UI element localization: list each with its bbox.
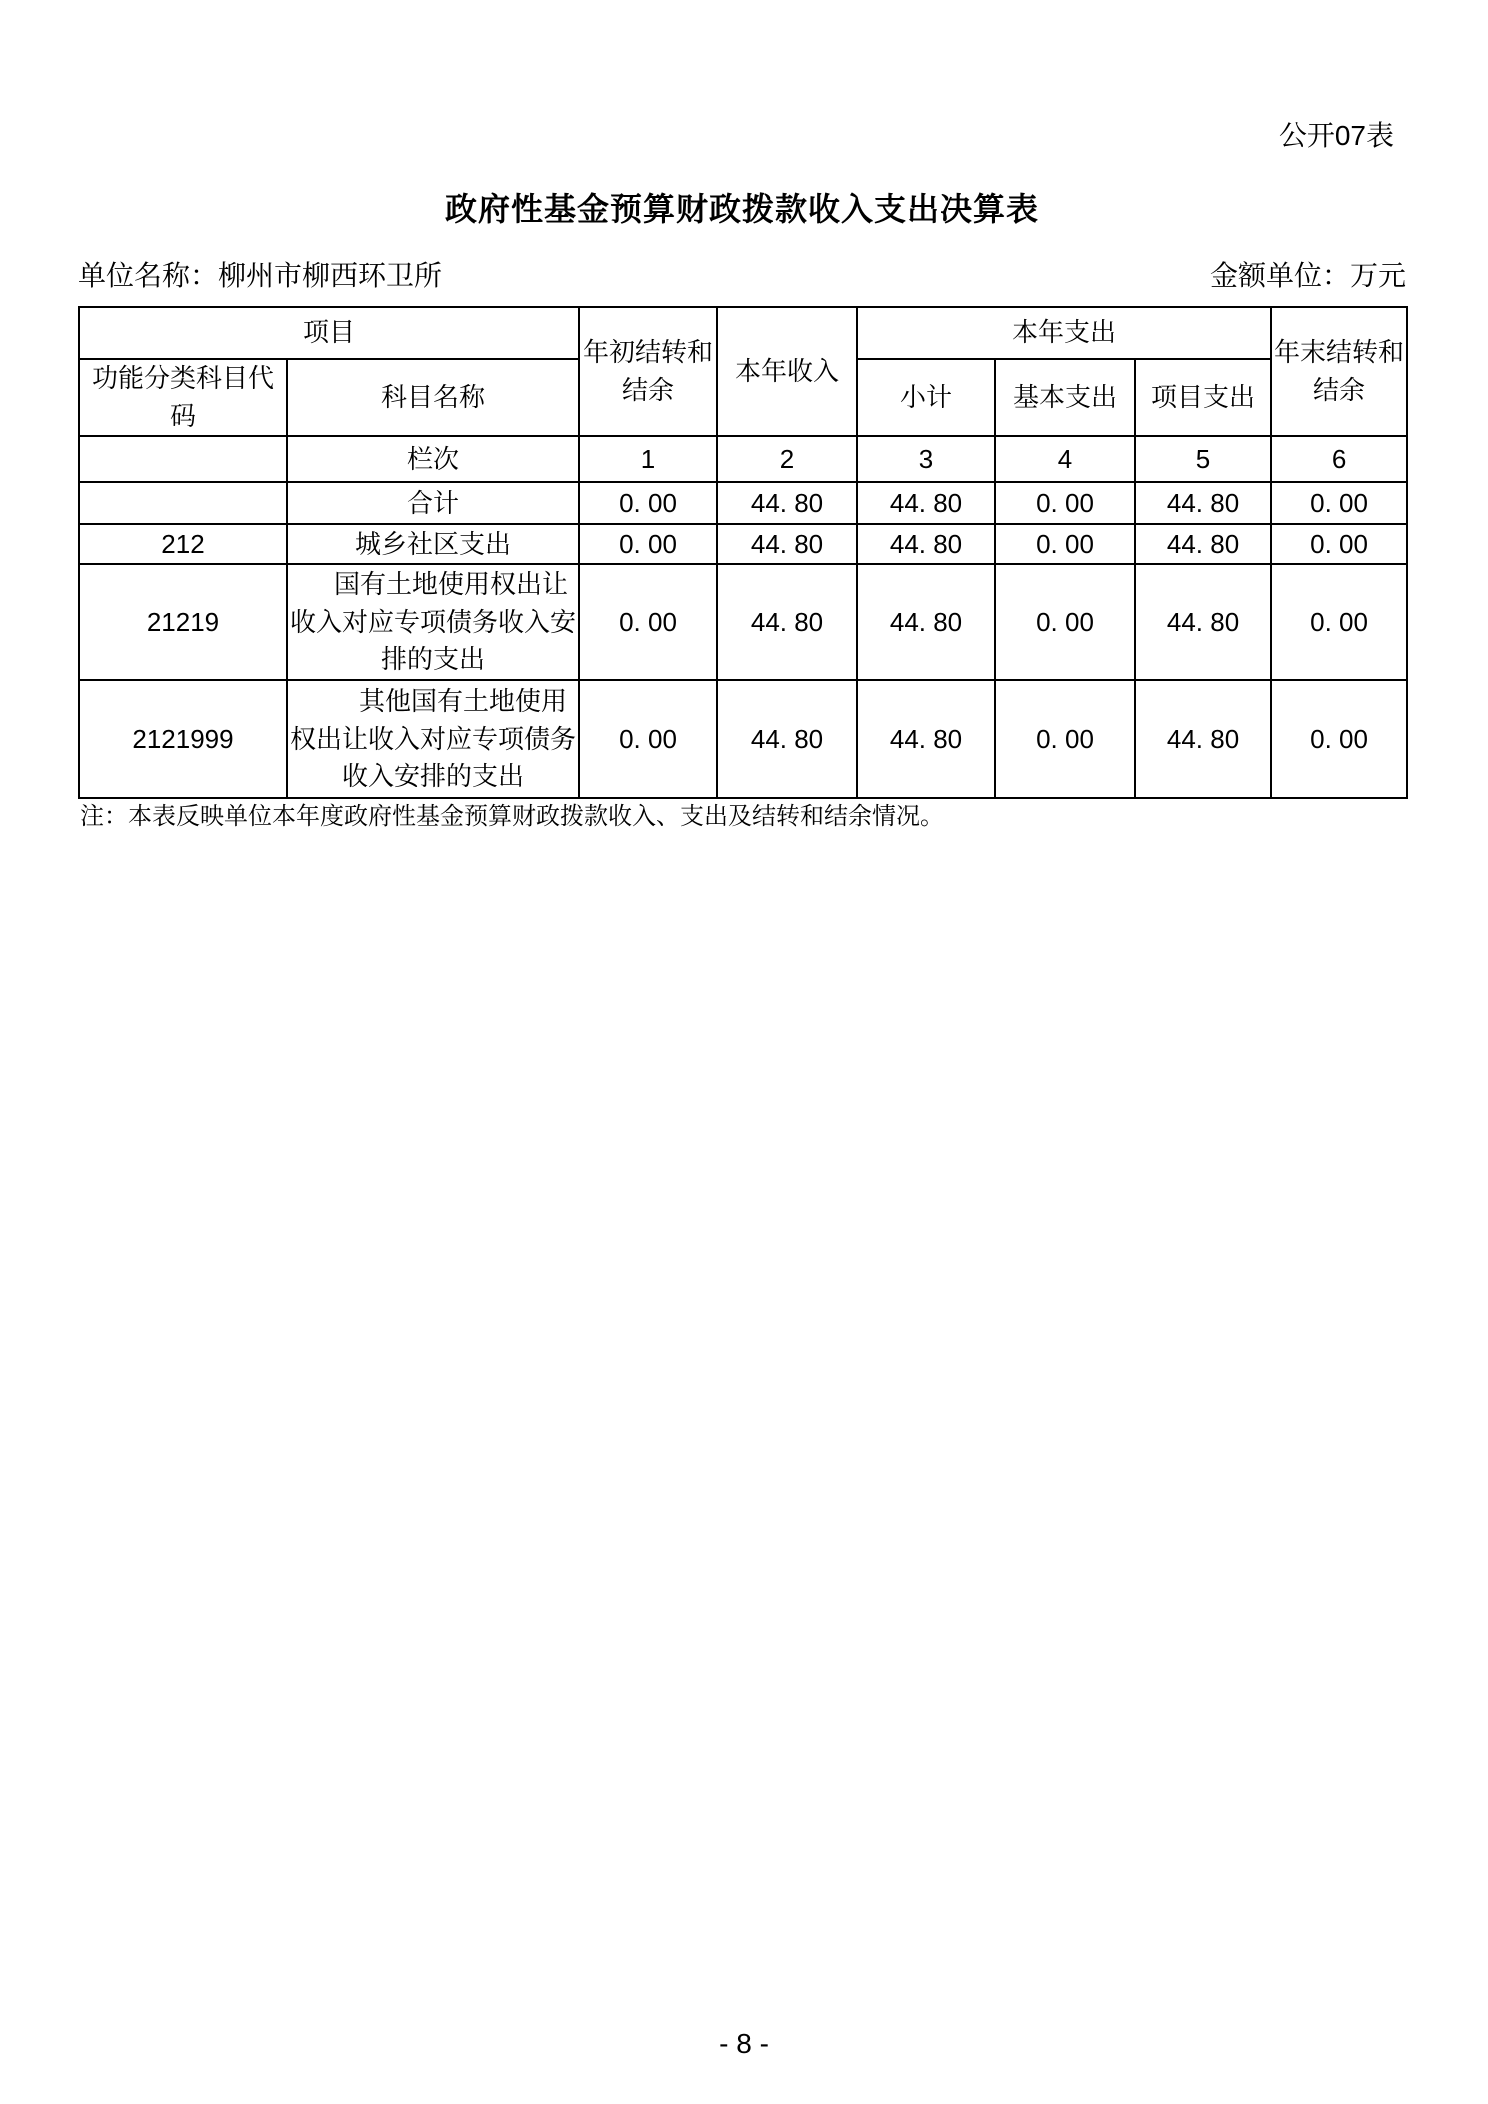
row-value: 0. 00	[579, 564, 717, 680]
column-index-5: 5	[1135, 436, 1271, 482]
page-number: - 8 -	[719, 2028, 769, 2059]
column-index-row	[79, 436, 1407, 482]
row-value: 0. 00	[995, 564, 1135, 680]
row-subject-name: 城乡社区支出	[287, 524, 579, 564]
row-value: 44. 80	[717, 564, 857, 680]
row-value: 44. 80	[717, 680, 857, 798]
row-value: 44. 80	[1135, 524, 1271, 564]
table-note: 注：本表反映单位本年度政府性基金预算财政拨款收入、支出及结转和结余情况。	[80, 803, 944, 831]
table-meta-row	[78, 254, 1406, 294]
row-code: 2121999	[79, 680, 287, 798]
header-subject-name: 科目名称	[287, 359, 579, 436]
table-row	[79, 680, 1407, 798]
row-value: 44. 80	[1135, 482, 1271, 524]
empty-cell	[79, 436, 287, 482]
row-subject-name: 国有土地使用权出让收入对应专项债务收入安排的支出	[287, 564, 579, 680]
header-project-expense: 项目支出	[1135, 359, 1271, 436]
table-header-row-1	[79, 307, 1407, 359]
budget-table	[78, 306, 1408, 799]
row-value: 0. 00	[579, 482, 717, 524]
row-value: 0. 00	[579, 680, 717, 798]
column-index-1: 1	[579, 436, 717, 482]
column-index-4: 4	[995, 436, 1135, 482]
row-value: 0. 00	[995, 482, 1135, 524]
row-value: 44. 80	[857, 524, 995, 564]
column-index-2: 2	[717, 436, 857, 482]
row-subject-name: 其他国有土地使用权出让收入对应专项债务收入安排的支出	[287, 680, 579, 798]
header-end-balance: 年末结转和结余	[1271, 307, 1407, 436]
row-value: 44. 80	[717, 524, 857, 564]
column-index-label: 栏次	[287, 436, 579, 482]
row-value: 0. 00	[1271, 482, 1407, 524]
header-begin-balance: 年初结转和结余	[579, 307, 717, 436]
row-value: 0. 00	[1271, 680, 1407, 798]
table-row-total	[79, 482, 1407, 524]
row-value: 44. 80	[857, 564, 995, 680]
header-current-income: 本年收入	[717, 307, 857, 436]
row-value: 0. 00	[579, 524, 717, 564]
table-row	[79, 564, 1407, 680]
row-value: 0. 00	[1271, 564, 1407, 680]
row-value: 0. 00	[1271, 524, 1407, 564]
unit-name-label: 单位名称：柳州市柳西环卫所	[78, 260, 443, 291]
header-item: 项目	[79, 307, 579, 359]
row-value: 44. 80	[857, 482, 995, 524]
row-value: 44. 80	[717, 482, 857, 524]
row-value: 44. 80	[857, 680, 995, 798]
row-code: 21219	[79, 564, 287, 680]
header-code: 功能分类科目代码	[79, 359, 287, 436]
row-value: 44. 80	[1135, 564, 1271, 680]
column-index-3: 3	[857, 436, 995, 482]
header-basic-expense: 基本支出	[995, 359, 1135, 436]
row-code: 212	[79, 524, 287, 564]
page-title: 政府性基金预算财政拨款收入支出决算表	[444, 191, 1039, 227]
form-number-label: 公开07表	[1278, 120, 1394, 151]
row-code	[79, 482, 287, 524]
table-row	[79, 524, 1407, 564]
header-subtotal: 小计	[857, 359, 995, 436]
amount-unit-label: 金额单位：万元	[1209, 260, 1406, 291]
header-current-expense: 本年支出	[857, 307, 1271, 359]
row-value: 0. 00	[995, 680, 1135, 798]
column-index-6: 6	[1271, 436, 1407, 482]
row-subject-name: 合计	[287, 482, 579, 524]
row-value: 0. 00	[995, 524, 1135, 564]
row-value: 44. 80	[1135, 680, 1271, 798]
